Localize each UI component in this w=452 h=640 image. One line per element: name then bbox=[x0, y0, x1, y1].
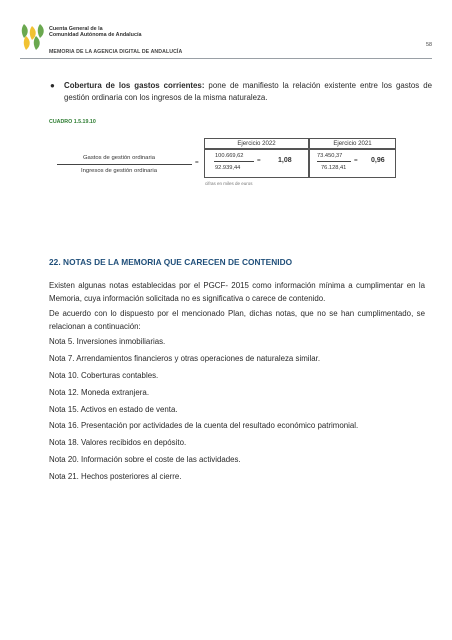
denominator-2021: 76.128,41 bbox=[321, 165, 347, 171]
header-divider bbox=[20, 58, 432, 59]
result-2021: 0,96 bbox=[371, 157, 385, 164]
paragraph-plan: De acuerdo con lo dispuesto por el mencionado Plan, dichas notas, que no se han cumplimentado, se relacionan a continuación: bbox=[49, 309, 425, 331]
list-item: Nota 15. Activos en estado de venta. bbox=[49, 405, 178, 414]
bullet-text: pone de manifiesto la relación existente entre los gastos de gestión ordinaria con los ingresos de la misma naturaleza. bbox=[64, 81, 432, 103]
fraction-line-2021 bbox=[317, 161, 351, 162]
list-item: Nota 10. Coberturas contables. bbox=[49, 371, 159, 380]
result-2022: 1,08 bbox=[278, 157, 292, 164]
column-header-2021: Ejercicio 2021 bbox=[309, 138, 396, 149]
column-header-2022: Ejercicio 2022 bbox=[204, 138, 309, 149]
document-title: MEMORIA DE LA AGENCIA DIGITAL DE ANDALUCÍA bbox=[49, 49, 183, 55]
list-item: Nota 7. Arrendamientos financieros y otras operaciones de naturaleza similar. bbox=[49, 354, 321, 363]
equals-sign-2021: = bbox=[354, 157, 358, 164]
list-item: Nota 18. Valores recibidos en depósito. bbox=[49, 438, 187, 447]
list-item: Nota 16. Presentación por actividades de la cuenta del resultado económico patrimonial. bbox=[49, 421, 359, 430]
paragraph-intro: Existen algunas notas establecidas por el PGCF- 2015 como información mínima a cumplimentar en la Memoria, cuya información solicitada no es significativa o carece de contenido. bbox=[49, 281, 425, 303]
junta-andalucia-logo bbox=[20, 22, 46, 52]
list-item: Nota 21. Hechos posteriores al cierre. bbox=[49, 472, 182, 481]
numerator-2021: 73.450,37 bbox=[317, 153, 343, 159]
denominator-label: Ingresos de gestión ordinaria bbox=[81, 168, 157, 174]
bullet-bold-label: Cobertura de los gastos corrientes: bbox=[64, 81, 205, 90]
fraction-line-2022 bbox=[214, 161, 254, 162]
list-item: Nota 5. Inversiones inmobiliarias. bbox=[49, 337, 166, 346]
units-note: cifras en miles de euros bbox=[205, 181, 253, 186]
denominator-2022: 92.939,44 bbox=[215, 165, 241, 171]
equals-sign-2022: = bbox=[257, 157, 261, 164]
bullet-cobertura bbox=[50, 80, 432, 104]
equals-sign: = bbox=[195, 159, 199, 166]
list-item: Nota 12. Moneda extranjera. bbox=[49, 388, 150, 397]
cuadro-label: CUADRO 1.5.19.10 bbox=[49, 119, 96, 125]
page-header bbox=[20, 20, 432, 62]
numerator-label: Gastos de gestión ordinaria bbox=[82, 155, 156, 161]
section-title: 22. NOTAS DE LA MEMORIA QUE CARECEN DE CONTENIDO bbox=[49, 257, 293, 267]
bullet-dot-icon: ● bbox=[50, 81, 55, 90]
ratio-table bbox=[49, 136, 409, 198]
page-number: 58 bbox=[426, 42, 432, 48]
list-item: Nota 20. Información sobre el coste de las actividades. bbox=[49, 455, 241, 464]
org-name-line2: Comunidad Autónoma de Andalucía bbox=[49, 32, 142, 38]
fraction-line bbox=[57, 164, 192, 165]
numerator-2022: 100.669,62 bbox=[215, 153, 244, 159]
org-name-line1: Cuenta General de la bbox=[49, 26, 103, 32]
